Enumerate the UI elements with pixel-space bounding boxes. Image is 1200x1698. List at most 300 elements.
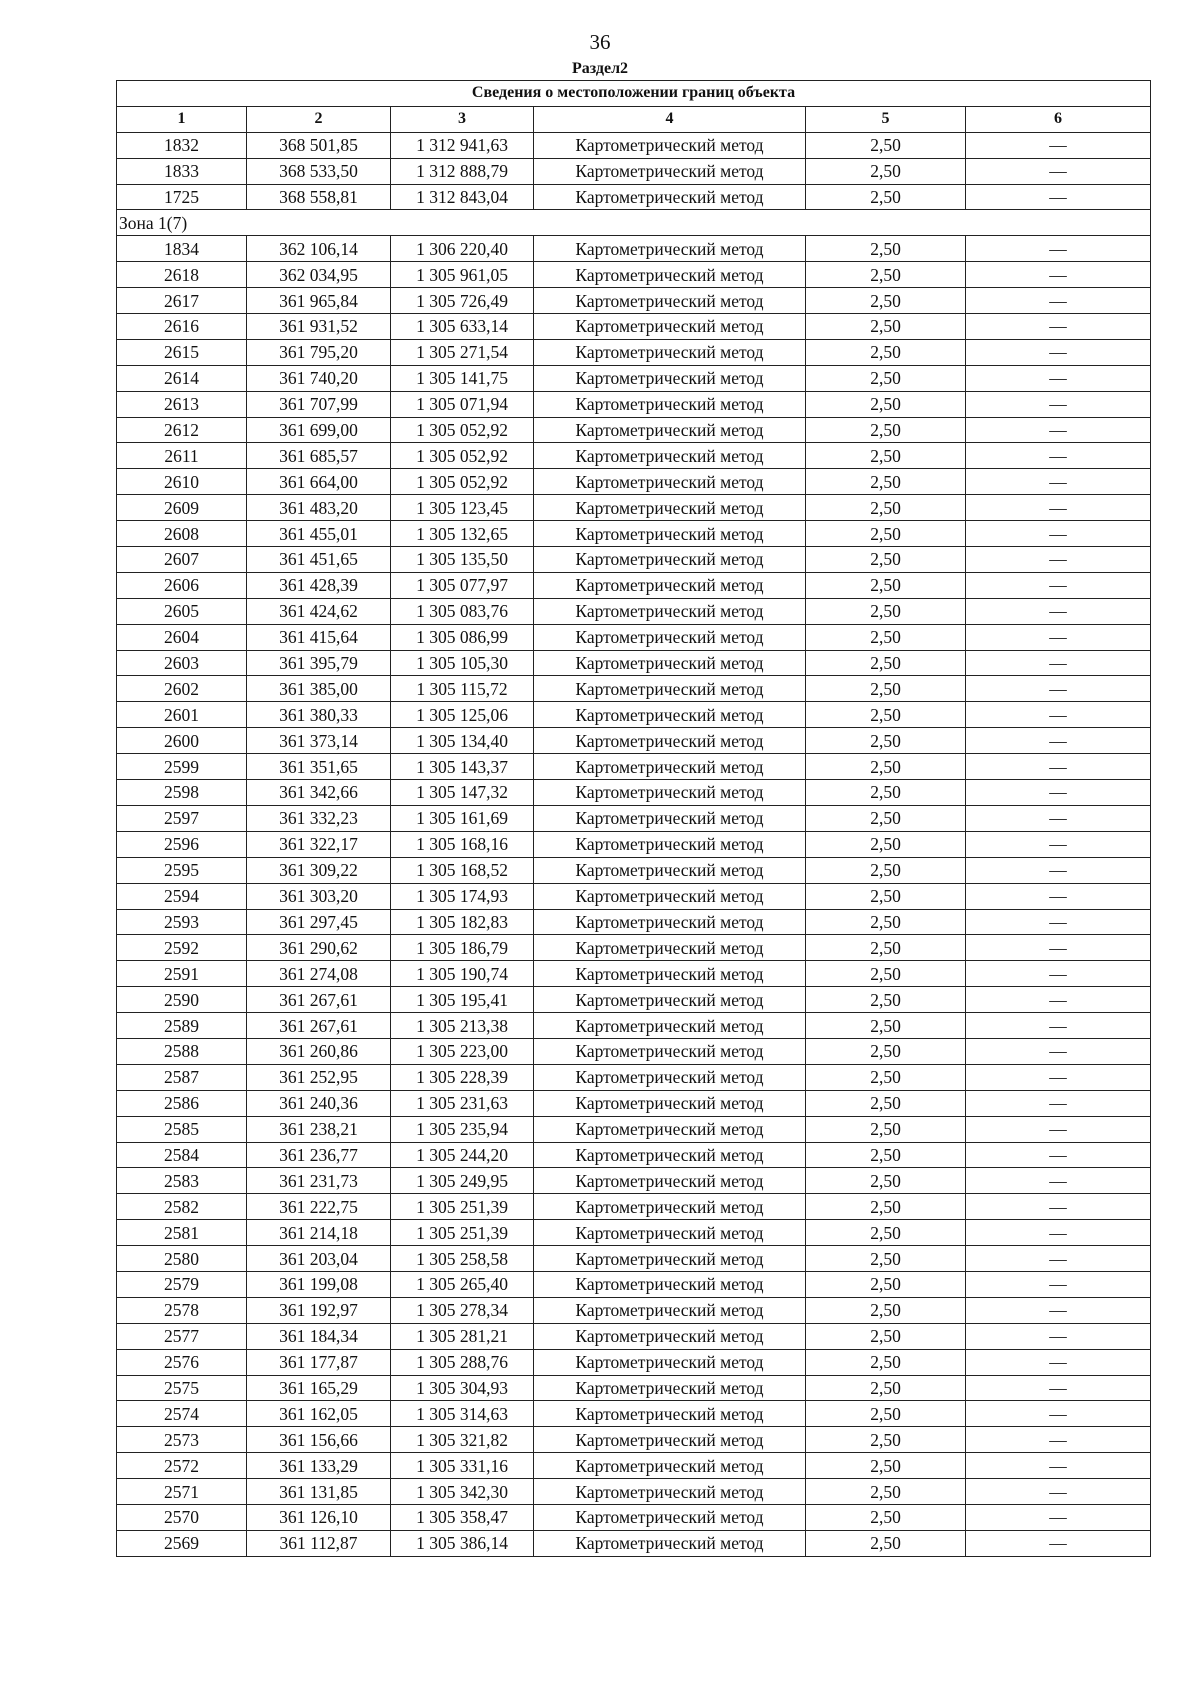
column-header-4: 4 xyxy=(534,106,806,132)
description-cell: — xyxy=(966,1246,1151,1272)
point-number-cell: 2595 xyxy=(117,857,247,883)
table-row xyxy=(117,1349,1151,1375)
table-row xyxy=(117,598,1151,624)
y-coordinate-cell: 1 305 141,75 xyxy=(391,365,534,391)
y-coordinate-cell: 1 305 278,34 xyxy=(391,1297,534,1323)
accuracy-cell: 2,50 xyxy=(806,676,966,702)
point-number-cell: 2582 xyxy=(117,1194,247,1220)
description-cell: — xyxy=(966,1090,1151,1116)
description-cell: — xyxy=(966,262,1151,288)
accuracy-cell: 2,50 xyxy=(806,365,966,391)
table-row xyxy=(117,288,1151,314)
x-coordinate-cell: 361 322,17 xyxy=(247,831,391,857)
accuracy-cell: 2,50 xyxy=(806,1168,966,1194)
y-coordinate-cell: 1 305 083,76 xyxy=(391,598,534,624)
y-coordinate-cell: 1 305 168,16 xyxy=(391,831,534,857)
y-coordinate-cell: 1 305 281,21 xyxy=(391,1323,534,1349)
y-coordinate-cell: 1 305 190,74 xyxy=(391,961,534,987)
table-row xyxy=(117,417,1151,443)
table-row xyxy=(117,1090,1151,1116)
description-cell: — xyxy=(966,1401,1151,1427)
description-cell: — xyxy=(966,1453,1151,1479)
point-number-cell: 2617 xyxy=(117,288,247,314)
method-cell: Картометрический метод xyxy=(534,987,806,1013)
zone-section xyxy=(117,210,1151,236)
accuracy-cell: 2,50 xyxy=(806,1090,966,1116)
accuracy-cell: 2,50 xyxy=(806,1504,966,1530)
accuracy-cell: 2,50 xyxy=(806,1116,966,1142)
description-cell: — xyxy=(966,417,1151,443)
table-row xyxy=(117,469,1151,495)
method-cell: Картометрический метод xyxy=(534,754,806,780)
y-coordinate-cell: 1 305 251,39 xyxy=(391,1194,534,1220)
method-cell: Картометрический метод xyxy=(534,1530,806,1556)
point-number-cell: 2591 xyxy=(117,961,247,987)
accuracy-cell: 2,50 xyxy=(806,702,966,728)
point-number-cell: 1725 xyxy=(117,184,247,210)
accuracy-cell: 2,50 xyxy=(806,1142,966,1168)
table-row xyxy=(117,1038,1151,1064)
accuracy-cell: 2,50 xyxy=(806,728,966,754)
point-number-cell: 2618 xyxy=(117,262,247,288)
point-number-cell: 2585 xyxy=(117,1116,247,1142)
x-coordinate-cell: 361 424,62 xyxy=(247,598,391,624)
method-cell: Картометрический метод xyxy=(534,831,806,857)
description-cell: — xyxy=(966,1142,1151,1168)
x-coordinate-cell: 361 192,97 xyxy=(247,1297,391,1323)
column-header-6: 6 xyxy=(966,106,1151,132)
description-cell: — xyxy=(966,702,1151,728)
point-number-cell: 2579 xyxy=(117,1271,247,1297)
accuracy-cell: 2,50 xyxy=(806,547,966,573)
description-cell: — xyxy=(966,1271,1151,1297)
method-cell: Картометрический метод xyxy=(534,469,806,495)
description-cell: — xyxy=(966,365,1151,391)
accuracy-cell: 2,50 xyxy=(806,650,966,676)
point-number-cell: 2615 xyxy=(117,339,247,365)
method-cell: Картометрический метод xyxy=(534,1168,806,1194)
accuracy-cell: 2,50 xyxy=(806,314,966,340)
point-number-cell: 2574 xyxy=(117,1401,247,1427)
table-row xyxy=(117,676,1151,702)
point-number-cell: 2577 xyxy=(117,1323,247,1349)
y-coordinate-cell: 1 305 304,93 xyxy=(391,1375,534,1401)
point-number-cell: 2616 xyxy=(117,314,247,340)
description-cell: — xyxy=(966,961,1151,987)
y-coordinate-cell: 1 312 888,79 xyxy=(391,158,534,184)
rows-before-zone xyxy=(117,132,1151,210)
y-coordinate-cell: 1 305 244,20 xyxy=(391,1142,534,1168)
y-coordinate-cell: 1 305 251,39 xyxy=(391,1220,534,1246)
point-number-cell: 2605 xyxy=(117,598,247,624)
table-row xyxy=(117,909,1151,935)
description-cell: — xyxy=(966,288,1151,314)
description-cell: — xyxy=(966,1064,1151,1090)
accuracy-cell: 2,50 xyxy=(806,1453,966,1479)
method-cell: Картометрический метод xyxy=(534,158,806,184)
method-cell: Картометрический метод xyxy=(534,624,806,650)
accuracy-cell: 2,50 xyxy=(806,780,966,806)
point-number-cell: 2597 xyxy=(117,805,247,831)
y-coordinate-cell: 1 305 134,40 xyxy=(391,728,534,754)
description-cell: — xyxy=(966,805,1151,831)
accuracy-cell: 2,50 xyxy=(806,1246,966,1272)
method-cell: Картометрический метод xyxy=(534,909,806,935)
y-coordinate-cell: 1 305 358,47 xyxy=(391,1504,534,1530)
x-coordinate-cell: 361 260,86 xyxy=(247,1038,391,1064)
description-cell: — xyxy=(966,650,1151,676)
accuracy-cell: 2,50 xyxy=(806,495,966,521)
accuracy-cell: 2,50 xyxy=(806,184,966,210)
table-row xyxy=(117,443,1151,469)
method-cell: Картометрический метод xyxy=(534,650,806,676)
x-coordinate-cell: 361 931,52 xyxy=(247,314,391,340)
table-row xyxy=(117,1116,1151,1142)
method-cell: Картометрический метод xyxy=(534,1375,806,1401)
method-cell: Картометрический метод xyxy=(534,883,806,909)
accuracy-cell: 2,50 xyxy=(806,288,966,314)
y-coordinate-cell: 1 305 174,93 xyxy=(391,883,534,909)
method-cell: Картометрический метод xyxy=(534,676,806,702)
description-cell: — xyxy=(966,598,1151,624)
description-cell: — xyxy=(966,676,1151,702)
point-number-cell: 2584 xyxy=(117,1142,247,1168)
table-row xyxy=(117,1479,1151,1505)
x-coordinate-cell: 362 106,14 xyxy=(247,236,391,262)
x-coordinate-cell: 361 395,79 xyxy=(247,650,391,676)
table-row xyxy=(117,521,1151,547)
accuracy-cell: 2,50 xyxy=(806,1427,966,1453)
y-coordinate-cell: 1 305 288,76 xyxy=(391,1349,534,1375)
table-row xyxy=(117,1142,1151,1168)
y-coordinate-cell: 1 305 314,63 xyxy=(391,1401,534,1427)
y-coordinate-cell: 1 305 123,45 xyxy=(391,495,534,521)
method-cell: Картометрический метод xyxy=(534,339,806,365)
table-row xyxy=(117,1194,1151,1220)
method-cell: Картометрический метод xyxy=(534,805,806,831)
y-coordinate-cell: 1 305 249,95 xyxy=(391,1168,534,1194)
description-cell: — xyxy=(966,624,1151,650)
y-coordinate-cell: 1 306 220,40 xyxy=(391,236,534,262)
x-coordinate-cell: 361 699,00 xyxy=(247,417,391,443)
method-cell: Картометрический метод xyxy=(534,132,806,158)
zone-row xyxy=(117,210,1151,236)
table-row xyxy=(117,1168,1151,1194)
y-coordinate-cell: 1 305 258,58 xyxy=(391,1246,534,1272)
point-number-cell: 2576 xyxy=(117,1349,247,1375)
point-number-cell: 2587 xyxy=(117,1064,247,1090)
table-row xyxy=(117,728,1151,754)
method-cell: Картометрический метод xyxy=(534,443,806,469)
x-coordinate-cell: 361 238,21 xyxy=(247,1116,391,1142)
x-coordinate-cell: 361 131,85 xyxy=(247,1479,391,1505)
accuracy-cell: 2,50 xyxy=(806,1323,966,1349)
rows-after-zone xyxy=(117,236,1151,1556)
point-number-cell: 2571 xyxy=(117,1479,247,1505)
x-coordinate-cell: 361 965,84 xyxy=(247,288,391,314)
table-row xyxy=(117,1504,1151,1530)
accuracy-cell: 2,50 xyxy=(806,236,966,262)
accuracy-cell: 2,50 xyxy=(806,339,966,365)
accuracy-cell: 2,50 xyxy=(806,831,966,857)
table-row xyxy=(117,572,1151,598)
boundary-coordinates-table xyxy=(116,80,1151,1557)
method-cell: Картометрический метод xyxy=(534,521,806,547)
table-row xyxy=(117,495,1151,521)
accuracy-cell: 2,50 xyxy=(806,857,966,883)
point-number-cell: 2578 xyxy=(117,1297,247,1323)
y-coordinate-cell: 1 305 386,14 xyxy=(391,1530,534,1556)
x-coordinate-cell: 361 380,33 xyxy=(247,702,391,728)
x-coordinate-cell: 361 240,36 xyxy=(247,1090,391,1116)
method-cell: Картометрический метод xyxy=(534,365,806,391)
description-cell: — xyxy=(966,1116,1151,1142)
description-cell: — xyxy=(966,1504,1151,1530)
x-coordinate-cell: 361 199,08 xyxy=(247,1271,391,1297)
description-cell: — xyxy=(966,1168,1151,1194)
y-coordinate-cell: 1 305 052,92 xyxy=(391,469,534,495)
point-number-cell: 2604 xyxy=(117,624,247,650)
accuracy-cell: 2,50 xyxy=(806,598,966,624)
x-coordinate-cell: 361 385,00 xyxy=(247,676,391,702)
point-number-cell: 2607 xyxy=(117,547,247,573)
method-cell: Картометрический метод xyxy=(534,1504,806,1530)
point-number-cell: 2569 xyxy=(117,1530,247,1556)
description-cell: — xyxy=(966,236,1151,262)
method-cell: Картометрический метод xyxy=(534,1427,806,1453)
table-row xyxy=(117,1375,1151,1401)
accuracy-cell: 2,50 xyxy=(806,935,966,961)
accuracy-cell: 2,50 xyxy=(806,1375,966,1401)
method-cell: Картометрический метод xyxy=(534,547,806,573)
y-coordinate-cell: 1 305 228,39 xyxy=(391,1064,534,1090)
accuracy-cell: 2,50 xyxy=(806,805,966,831)
table-row xyxy=(117,184,1151,210)
table-row xyxy=(117,961,1151,987)
description-cell: — xyxy=(966,1194,1151,1220)
table-row xyxy=(117,1530,1151,1556)
method-cell: Картометрический метод xyxy=(534,262,806,288)
x-coordinate-cell: 361 231,73 xyxy=(247,1168,391,1194)
x-coordinate-cell: 361 309,22 xyxy=(247,857,391,883)
accuracy-cell: 2,50 xyxy=(806,624,966,650)
x-coordinate-cell: 361 332,23 xyxy=(247,805,391,831)
table-row xyxy=(117,987,1151,1013)
x-coordinate-cell: 361 203,04 xyxy=(247,1246,391,1272)
y-coordinate-cell: 1 305 223,00 xyxy=(391,1038,534,1064)
point-number-cell: 2583 xyxy=(117,1168,247,1194)
accuracy-cell: 2,50 xyxy=(806,1013,966,1039)
method-cell: Картометрический метод xyxy=(534,1323,806,1349)
page-number: 36 xyxy=(589,30,611,54)
table-row xyxy=(117,158,1151,184)
accuracy-cell: 2,50 xyxy=(806,1530,966,1556)
point-number-cell: 2611 xyxy=(117,443,247,469)
y-coordinate-cell: 1 305 125,06 xyxy=(391,702,534,728)
y-coordinate-cell: 1 305 235,94 xyxy=(391,1116,534,1142)
method-cell: Картометрический метод xyxy=(534,1142,806,1168)
accuracy-cell: 2,50 xyxy=(806,1349,966,1375)
accuracy-cell: 2,50 xyxy=(806,1401,966,1427)
y-coordinate-cell: 1 305 147,32 xyxy=(391,780,534,806)
point-number-cell: 2608 xyxy=(117,521,247,547)
section-label: Раздел2 xyxy=(571,60,629,77)
table-row xyxy=(117,1246,1151,1272)
accuracy-cell: 2,50 xyxy=(806,987,966,1013)
table-row xyxy=(117,1297,1151,1323)
table-row xyxy=(117,262,1151,288)
point-number-cell: 2601 xyxy=(117,702,247,728)
y-coordinate-cell: 1 305 265,40 xyxy=(391,1271,534,1297)
method-cell: Картометрический метод xyxy=(534,1194,806,1220)
description-cell: — xyxy=(966,1297,1151,1323)
x-coordinate-cell: 361 740,20 xyxy=(247,365,391,391)
table-row xyxy=(117,650,1151,676)
x-coordinate-cell: 361 664,00 xyxy=(247,469,391,495)
table-title-row xyxy=(117,81,1151,107)
method-cell: Картометрический метод xyxy=(534,702,806,728)
x-coordinate-cell: 361 428,39 xyxy=(247,572,391,598)
method-cell: Картометрический метод xyxy=(534,1349,806,1375)
y-coordinate-cell: 1 305 052,92 xyxy=(391,443,534,469)
method-cell: Картометрический метод xyxy=(534,1116,806,1142)
x-coordinate-cell: 361 165,29 xyxy=(247,1375,391,1401)
method-cell: Картометрический метод xyxy=(534,1401,806,1427)
point-number-cell: 2606 xyxy=(117,572,247,598)
method-cell: Картометрический метод xyxy=(534,857,806,883)
x-coordinate-cell: 361 184,34 xyxy=(247,1323,391,1349)
accuracy-cell: 2,50 xyxy=(806,1194,966,1220)
method-cell: Картометрический метод xyxy=(534,1271,806,1297)
y-coordinate-cell: 1 305 186,79 xyxy=(391,935,534,961)
x-coordinate-cell: 361 685,57 xyxy=(247,443,391,469)
x-coordinate-cell: 361 274,08 xyxy=(247,961,391,987)
table-row xyxy=(117,702,1151,728)
y-coordinate-cell: 1 305 168,52 xyxy=(391,857,534,883)
accuracy-cell: 2,50 xyxy=(806,961,966,987)
point-number-cell: 2592 xyxy=(117,935,247,961)
table-title: Сведения о местоположении границ объекта xyxy=(117,81,1151,107)
x-coordinate-cell: 361 236,77 xyxy=(247,1142,391,1168)
x-coordinate-cell: 361 162,05 xyxy=(247,1401,391,1427)
point-number-cell: 2596 xyxy=(117,831,247,857)
accuracy-cell: 2,50 xyxy=(806,909,966,935)
description-cell: — xyxy=(966,1479,1151,1505)
description-cell: — xyxy=(966,1323,1151,1349)
accuracy-cell: 2,50 xyxy=(806,132,966,158)
method-cell: Картометрический метод xyxy=(534,728,806,754)
y-coordinate-cell: 1 305 052,92 xyxy=(391,417,534,443)
point-number-cell: 2573 xyxy=(117,1427,247,1453)
zone-label: Зона 1(7) xyxy=(117,210,1151,236)
method-cell: Картометрический метод xyxy=(534,1246,806,1272)
description-cell: — xyxy=(966,1038,1151,1064)
x-coordinate-cell: 361 177,87 xyxy=(247,1349,391,1375)
method-cell: Картометрический метод xyxy=(534,1297,806,1323)
y-coordinate-cell: 1 305 231,63 xyxy=(391,1090,534,1116)
table-row xyxy=(117,365,1151,391)
point-number-cell: 2603 xyxy=(117,650,247,676)
x-coordinate-cell: 368 558,81 xyxy=(247,184,391,210)
x-coordinate-cell: 361 222,75 xyxy=(247,1194,391,1220)
accuracy-cell: 2,50 xyxy=(806,469,966,495)
table-row xyxy=(117,1271,1151,1297)
x-coordinate-cell: 361 795,20 xyxy=(247,339,391,365)
table-row xyxy=(117,339,1151,365)
column-header-1: 1 xyxy=(117,106,247,132)
point-number-cell: 2602 xyxy=(117,676,247,702)
y-coordinate-cell: 1 312 843,04 xyxy=(391,184,534,210)
description-cell: — xyxy=(966,1375,1151,1401)
method-cell: Картометрический метод xyxy=(534,1220,806,1246)
table-row xyxy=(117,1453,1151,1479)
y-coordinate-cell: 1 305 331,16 xyxy=(391,1453,534,1479)
x-coordinate-cell: 361 133,29 xyxy=(247,1453,391,1479)
y-coordinate-cell: 1 305 161,69 xyxy=(391,805,534,831)
accuracy-cell: 2,50 xyxy=(806,1038,966,1064)
accuracy-cell: 2,50 xyxy=(806,391,966,417)
table-row xyxy=(117,780,1151,806)
accuracy-cell: 2,50 xyxy=(806,1220,966,1246)
description-cell: — xyxy=(966,495,1151,521)
method-cell: Картометрический метод xyxy=(534,572,806,598)
point-number-cell: 2572 xyxy=(117,1453,247,1479)
method-cell: Картометрический метод xyxy=(534,1038,806,1064)
y-coordinate-cell: 1 305 115,72 xyxy=(391,676,534,702)
x-coordinate-cell: 361 342,66 xyxy=(247,780,391,806)
x-coordinate-cell: 368 533,50 xyxy=(247,158,391,184)
description-cell: — xyxy=(966,857,1151,883)
y-coordinate-cell: 1 305 961,05 xyxy=(391,262,534,288)
method-cell: Картометрический метод xyxy=(534,961,806,987)
point-number-cell: 2614 xyxy=(117,365,247,391)
x-coordinate-cell: 361 267,61 xyxy=(247,987,391,1013)
table-row xyxy=(117,1323,1151,1349)
column-header-2: 2 xyxy=(247,106,391,132)
table-row xyxy=(117,1064,1151,1090)
method-cell: Картометрический метод xyxy=(534,1453,806,1479)
accuracy-cell: 2,50 xyxy=(806,158,966,184)
method-cell: Картометрический метод xyxy=(534,935,806,961)
method-cell: Картометрический метод xyxy=(534,495,806,521)
y-coordinate-cell: 1 305 213,38 xyxy=(391,1013,534,1039)
y-coordinate-cell: 1 305 726,49 xyxy=(391,288,534,314)
x-coordinate-cell: 361 351,65 xyxy=(247,754,391,780)
x-coordinate-cell: 361 303,20 xyxy=(247,883,391,909)
point-number-cell: 2580 xyxy=(117,1246,247,1272)
accuracy-cell: 2,50 xyxy=(806,572,966,598)
table-row xyxy=(117,1013,1151,1039)
y-coordinate-cell: 1 305 195,41 xyxy=(391,987,534,1013)
description-cell: — xyxy=(966,1220,1151,1246)
description-cell: — xyxy=(966,132,1151,158)
point-number-cell: 1834 xyxy=(117,236,247,262)
description-cell: — xyxy=(966,909,1151,935)
x-coordinate-cell: 361 252,95 xyxy=(247,1064,391,1090)
point-number-cell: 2613 xyxy=(117,391,247,417)
method-cell: Картометрический метод xyxy=(534,417,806,443)
method-cell: Картометрический метод xyxy=(534,236,806,262)
point-number-cell: 2590 xyxy=(117,987,247,1013)
column-header-row xyxy=(117,106,1151,132)
x-coordinate-cell: 368 501,85 xyxy=(247,132,391,158)
method-cell: Картометрический метод xyxy=(534,288,806,314)
point-number-cell: 2598 xyxy=(117,780,247,806)
method-cell: Картометрический метод xyxy=(534,598,806,624)
y-coordinate-cell: 1 305 271,54 xyxy=(391,339,534,365)
description-cell: — xyxy=(966,780,1151,806)
x-coordinate-cell: 361 415,64 xyxy=(247,624,391,650)
